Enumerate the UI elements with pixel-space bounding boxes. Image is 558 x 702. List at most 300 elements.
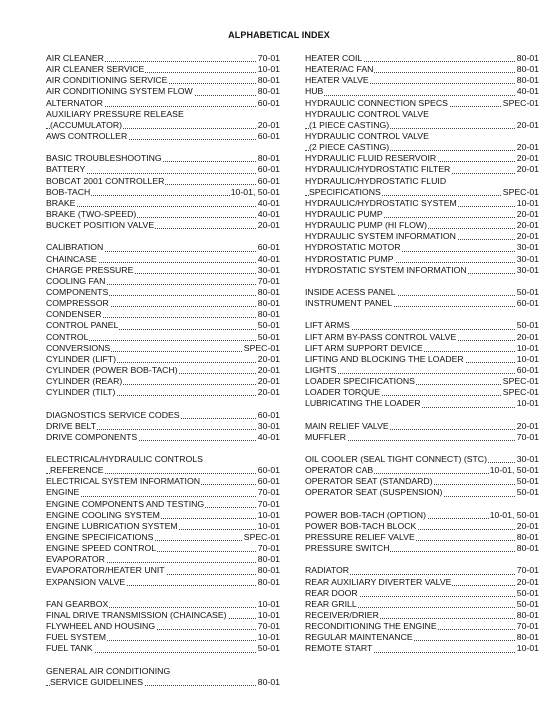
index-entry [305,432,539,443]
index-entry-page: 30-01 [516,253,539,264]
index-entry-page: SPEC-01 [502,376,539,387]
index-entry-page: 20-01 [516,331,539,342]
index-entry [305,231,539,242]
index-entry-page: 80-01 [257,565,280,576]
index-entry-label: LUBRICATING THE LOADER [305,398,421,409]
index-entry [305,610,539,621]
index-entry-page: 10-01, 50-01 [489,465,539,476]
index-entry [46,320,280,331]
dot-leader [46,206,280,207]
index-entry [46,410,280,421]
index-entry [305,421,539,432]
index-entry-page: 70-01 [516,621,539,632]
index-entry-label: EVAPORATOR [46,554,105,565]
index-entry [46,510,280,521]
index-entry-label: BASIC TROUBLESHOOTING [46,153,162,164]
index-entry-label: ENGINE [46,487,80,498]
index-entry-page: 50-01 [516,476,539,487]
index-entry-page: 50-01 [257,331,280,342]
index-entry [46,677,280,688]
index-entry-label: HYDROSTATIC SYSTEM INFORMATION [305,264,467,275]
index-entry-page: 50-01 [516,598,539,609]
index-entry [46,554,280,565]
index-entry [46,666,280,677]
index-entry-label: OPERATOR CAB [305,465,374,476]
index-entry-label: FUEL TANK [46,643,93,654]
index-entry [46,153,280,164]
index-entry-page: 30-01 [257,264,280,275]
index-entry [305,454,539,465]
index-entry [305,98,539,109]
index-entry-page: 80-01 [257,298,280,309]
index-entry-label: CYLINDER (LIFT) [46,353,116,364]
index-entry-label: BRAKE (TWO-SPEED) [46,208,137,219]
index-entry-label: BUCKET POSITION VALVE [46,220,155,231]
index-entry-label: HYDRAULIC SYSTEM INFORMATION [305,231,456,242]
index-entry-page: 70-01 [257,543,280,554]
index-spacer [305,276,539,287]
index-entry [305,220,539,231]
index-entry [46,521,280,532]
index-entry [305,510,539,521]
index-entry-label: ELECTRICAL/HYDRAULIC CONTROLS [46,454,203,465]
index-spacer [46,398,280,409]
index-entry-page: 50-01 [516,487,539,498]
index-entry-label: HYDRAULIC CONTROL VALVE [305,130,429,141]
index-entry [305,332,539,343]
index-entry [305,387,539,398]
index-entry-label: LIFT ARMS [305,320,350,331]
index-entry [46,387,280,398]
index-spacer [305,554,539,565]
index-entry-page: 20-01 [516,220,539,231]
index-entry-label: FINAL DRIVE TRANSMISSION (CHAINCASE) [46,610,227,621]
index-entry [46,632,280,643]
index-entry [305,365,539,376]
index-entry-label: DIAGNOSTICS SERVICE CODES [46,409,180,420]
index-entry [305,376,539,387]
index-entry [46,343,280,354]
index-entry [305,153,539,164]
index-entry-page: 80-01 [257,75,280,86]
index-entry-page: 50-01 [516,587,539,598]
index-entry-label: REFERENCE [50,465,104,476]
index-entry [305,577,539,588]
index-entry-page: 60-01 [257,242,280,253]
index-entry-label: SERVICE GUIDELINES [50,676,144,687]
index-entry-label: (ACCUMULATOR) [50,119,123,130]
index-entry-label: COMPRESSOR [46,298,109,309]
index-entry-label: HYDRAULIC PUMP (HI FLOW) [305,220,427,231]
index-entry-label: ENGINE LUBRICATION SYSTEM [46,520,178,531]
index-spacer [46,142,280,153]
index-entry-label: (2 PIECE CASTING) [309,142,390,153]
index-entry [46,577,280,588]
index-entry-label: CONVERSIONS [46,342,111,353]
index-entry-label: HYDRAULIC/HYDROSTATIC FILTER [305,164,451,175]
index-entry [305,131,539,142]
index-column-right [305,53,539,655]
index-entry-label: SPECIFICATIONS [309,186,381,197]
index-entry-label: HYDRAULIC CONNECTION SPECS [305,97,448,108]
index-entry-page: 70-01 [257,275,280,286]
index-entry-label: HUB [305,86,324,97]
index-entry [305,521,539,532]
index-entry [46,53,280,64]
index-entry-label: HYDRAULIC/HYDROSTATIC SYSTEM [305,197,457,208]
index-entry-page: 20-01 [257,119,280,130]
index-entry [46,98,280,109]
index-entry-page: 60-01 [257,465,280,476]
index-entry [305,643,539,654]
index-entry-label: REAR GRILL [305,598,357,609]
index-entry-label: DRIVE COMPONENTS [46,431,138,442]
index-entry [46,64,280,75]
index-entry-label: FAN GEARBOX [46,598,109,609]
index-entry-page: 80-01 [257,554,280,565]
index-entry [305,187,539,198]
index-entry-label: POWER BOB-TACH BLOCK [305,520,417,531]
index-entry-label: HEATER COIL [305,53,363,63]
index-entry [46,176,280,187]
index-entry-page: 80-01 [516,532,539,543]
index-entry [305,265,539,276]
index-entry-label: RECEIVER/DRIER [305,610,379,621]
index-entry-page: 60-01 [257,164,280,175]
index-entry [46,532,280,543]
index-spacer [46,443,280,454]
index-entry-label: AIR CONDITIONING SERVICE [46,75,168,86]
index-entry [46,298,280,309]
index-entry-page: 10-01, 50-01 [230,186,280,197]
index-entry-label: REMOTE START [305,643,373,654]
index-entry [46,421,280,432]
index-entry-page: 40-01 [257,431,280,442]
index-spacer [46,588,280,599]
index-entry-label: RADIATOR [305,565,350,576]
index-entry-page: SPEC-01 [502,387,539,398]
index-entry-page: 40-01 [516,86,539,97]
index-entry-page: 10-01 [516,353,539,364]
index-spacer [305,309,539,320]
index-entry-page: 40-01 [257,208,280,219]
index-entry-page: 80-01 [516,632,539,643]
index-entry-label: HYDRAULIC/HYDROSTATIC FLUID [305,175,447,186]
index-entry [46,354,280,365]
index-entry [305,476,539,487]
index-entry-label: ELECTRICAL SYSTEM INFORMATION [46,476,200,487]
index-entry-label: LOADER TORQUE [305,387,380,398]
index-entry-label: RECONDITIONING THE ENGINE [305,621,437,632]
index-entry [46,109,280,120]
index-entry [305,209,539,220]
index-entry-page: 50-01 [257,320,280,331]
index-entry-page: SPEC-01 [502,97,539,108]
dot-leader [305,95,539,96]
index-entry-page: 60-01 [257,175,280,186]
index-entry-label: GENERAL AIR CONDITIONING [46,665,171,676]
index-entry [305,109,539,120]
index-entry-page: 30-01 [257,420,280,431]
dot-leader [46,496,280,497]
index-entry-page: 60-01 [257,130,280,141]
index-entry-label: FLYWHEEL AND HOUSING [46,621,156,632]
index-entry-page: 70-01 [257,53,280,63]
index-entry-page: 20-01 [516,142,539,153]
index-entry [46,164,280,175]
index-entry-page: 70-01 [257,621,280,632]
index-entry-page: 60-01 [516,364,539,375]
index-entry [46,220,280,231]
index-entry-page: 60-01 [257,97,280,108]
index-entry-page: 20-01 [516,576,539,587]
index-entry-page: 20-01 [516,520,539,531]
index-column-left [46,53,280,688]
index-entry-page: 20-01 [257,387,280,398]
index-entry [305,343,539,354]
index-entry-label: HYDROSTATIC PUMP [305,253,394,264]
index-entry-label: FUEL SYSTEM [46,632,107,643]
index-entry [305,254,539,265]
index-entry-label: HEATER/AC FAN [305,64,374,75]
index-entry-label: REAR DOOR [305,587,358,598]
index-entry-label: ENGINE COMPONENTS AND TESTING [46,498,205,509]
index-entry-label: LIFTING AND BLOCKING THE LOADER [305,353,464,364]
index-entry-page: 80-01 [516,543,539,554]
index-entry-page: 10-01 [257,598,280,609]
index-entry-page: 20-01 [257,376,280,387]
index-entry-label: INSIDE ACESS PANEL [305,286,396,297]
index-entry-label: AWS CONTROLLER [46,130,128,141]
index-entry-page: 60-01 [257,409,280,420]
index-spacer [305,499,539,510]
index-entry [46,309,280,320]
index-entry-page: SPEC-01 [243,342,280,353]
index-entry-page: 80-01 [257,86,280,97]
index-entry [46,499,280,510]
index-entry-page: 10-01 [257,64,280,75]
index-entry-page: 80-01 [516,75,539,86]
index-entry [46,487,280,498]
index-entry [305,621,539,632]
index-entry-label: MUFFLER [305,431,347,442]
index-entry-label: ENGINE SPECIFICATIONS [46,532,154,543]
index-entry-page: 20-01 [516,208,539,219]
index-entry-label: COOLING FAN [46,275,106,286]
index-entry-label: COMPONENTS [46,286,109,297]
page-title: ALPHABETICAL INDEX [228,30,330,40]
index-entry-page: 10-01, 50-01 [489,509,539,520]
index-entry [46,565,280,576]
index-entry-label: HYDROSTATIC MOTOR [305,242,401,253]
index-entry-label: HYDRAULIC CONTROL VALVE [305,108,429,119]
index-entry [305,632,539,643]
index-entry-page: 50-01 [516,286,539,297]
index-entry [46,599,280,610]
index-entry-page: 10-01 [257,520,280,531]
index-entry-label: CYLINDER (POWER BOB-TACH) [46,364,178,375]
index-entry [305,75,539,86]
index-entry-label: BATTERY [46,164,86,175]
index-entry [46,265,280,276]
index-entry-label: CONTROL PANEL [46,320,119,331]
index-entry-label: CALIBRATION [46,242,104,253]
index-spacer [46,231,280,242]
index-entry [305,86,539,97]
index-entry [46,131,280,142]
index-entry-page: 20-01 [516,164,539,175]
index-entry [46,610,280,621]
index-entry-label: HYDRAULIC FLUID RESERVOIR [305,153,437,164]
index-entry-page: 10-01 [257,509,280,520]
index-entry [46,621,280,632]
index-entry-page: 40-01 [257,253,280,264]
index-entry [305,53,539,64]
index-entry-page: 20-01 [516,153,539,164]
index-entry-page: 70-01 [516,431,539,442]
index-entry [305,320,539,331]
index-entry-page: 20-01 [257,353,280,364]
index-entry-page: 80-01 [516,53,539,63]
index-entry-page: SPEC-01 [243,532,280,543]
index-entry [305,398,539,409]
index-entry-page: 20-01 [257,364,280,375]
index-entry [46,543,280,554]
index-spacer [305,410,539,421]
dot-leader [305,373,539,374]
index-entry-label: OIL COOLER (SEAL TIGHT CONNECT) (STC) [305,454,487,465]
index-entry-label: EVAPORATOR/HEATER UNIT [46,565,165,576]
index-entry [305,588,539,599]
index-entry-label: (1 PIECE CASTING) [309,119,390,130]
index-entry [305,176,539,187]
index-entry-page: 20-01 [257,220,280,231]
index-entry-label: LOADER SPECIFICATIONS [305,376,415,387]
index-entry [305,242,539,253]
index-entry-page: 80-01 [257,676,280,687]
index-entry-label: ENGINE SPEED CONTROL [46,543,157,554]
index-entry-page: 10-01 [257,632,280,643]
index-entry [305,532,539,543]
index-entry [46,198,280,209]
index-entry [46,287,280,298]
index-entry-label: AUXILIARY PRESSURE RELEASE [46,108,184,119]
index-entry-label: HEATER VALVE [305,75,369,86]
index-entry [305,465,539,476]
index-entry-label: MAIN RELIEF VALVE [305,420,389,431]
index-entry-label: CHARGE PRESSURE [46,264,134,275]
index-entry-page: 80-01 [516,64,539,75]
index-entry-page: 80-01 [257,153,280,164]
index-entry-page: 30-01 [516,454,539,465]
index-entry [305,287,539,298]
index-entry-page: 80-01 [516,610,539,621]
index-entry [305,354,539,365]
index-entry-label: LIGHTS [305,364,337,375]
index-entry-page: 60-01 [257,476,280,487]
index-entry [46,75,280,86]
index-entry-label: EXPANSION VALVE [46,576,126,587]
index-entry-label: LIFT ARM BY-PASS CONTROL VALVE [305,331,457,342]
index-entry [46,187,280,198]
index-entry-label: CYLINDER (TILT) [46,387,116,398]
index-entry [46,432,280,443]
index-entry-label: CONDENSER [46,309,102,320]
index-entry-label: LIFT ARM SUPPORT DEVICE [305,342,423,353]
index-entry-page: 70-01 [257,487,280,498]
index-entry [46,476,280,487]
index-entry-page: 10-01 [257,610,280,621]
index-entry-page: 80-01 [257,286,280,297]
index-entry-label: AIR CLEANER [46,53,104,63]
index-entry-label: CONTROL [46,331,89,342]
index-entry-page: 20-01 [516,119,539,130]
index-entry-label: AIR CONDITIONING SYSTEM FLOW [46,86,193,97]
index-entry [305,298,539,309]
index-entry [46,120,280,131]
index-entry [305,565,539,576]
index-entry-label: ENGINE COOLING SYSTEM [46,509,160,520]
index-entry-page: 20-01 [516,420,539,431]
index-entry-label: CHAINCASE [46,253,97,264]
index-entry [46,332,280,343]
index-entry [46,86,280,97]
index-entry [46,643,280,654]
index-entry [305,599,539,610]
index-entry [305,64,539,75]
index-entry-label: PRESSURE RELIEF VALVE [305,532,415,543]
index-entry [46,209,280,220]
index-entry-label: AIR CLEANER SERVICE [46,64,145,75]
index-entry [46,254,280,265]
index-entry-page: 10-01 [516,643,539,654]
index-entry-page: 60-01 [516,298,539,309]
index-entry [46,376,280,387]
index-entry-label: ALTERNATOR [46,97,103,108]
index-entry [305,164,539,175]
index-entry-label: CYLINDER (REAR) [46,376,123,387]
index-entry-label: OPERATOR SEAT (STANDARD) [305,476,433,487]
index-entry-label: OPERATOR SEAT (SUSPENSION) [305,487,443,498]
index-entry-page: 70-01 [516,565,539,576]
index-entry-page: SPEC-01 [502,186,539,197]
index-entry-label: POWER BOB-TACH (OPTION) [305,509,426,520]
index-entry-page: 30-01 [516,242,539,253]
index-entry-page: 10-01 [516,342,539,353]
index-entry-label: INSTRUMENT PANEL [305,298,393,309]
index-entry [46,276,280,287]
index-entry-label: BOB-TACH [46,186,91,197]
index-entry-label: BRAKE [46,197,76,208]
index-entry-label: PRESSURE SWITCH [305,543,390,554]
index-entry-page: 10-01 [516,197,539,208]
index-entry-page: 70-01 [257,498,280,509]
index-entry-page: 50-01 [257,643,280,654]
index-entry-page: 80-01 [257,576,280,587]
index-entry [305,487,539,498]
index-entry-page: 10-01 [516,398,539,409]
index-entry-label: REAR AUXILIARY DIVERTER VALVE [305,576,452,587]
index-entry [305,198,539,209]
index-entry-page: 50-01 [516,320,539,331]
index-entry [46,465,280,476]
index-entry-label: HYDRAULIC PUMP [305,208,383,219]
index-entry [46,365,280,376]
index-entry [46,454,280,465]
index-entry-label: BOBCAT 2001 CONTROLLER [46,175,165,186]
index-entry [305,120,539,131]
index-entry-label: DRIVE BELT [46,420,97,431]
